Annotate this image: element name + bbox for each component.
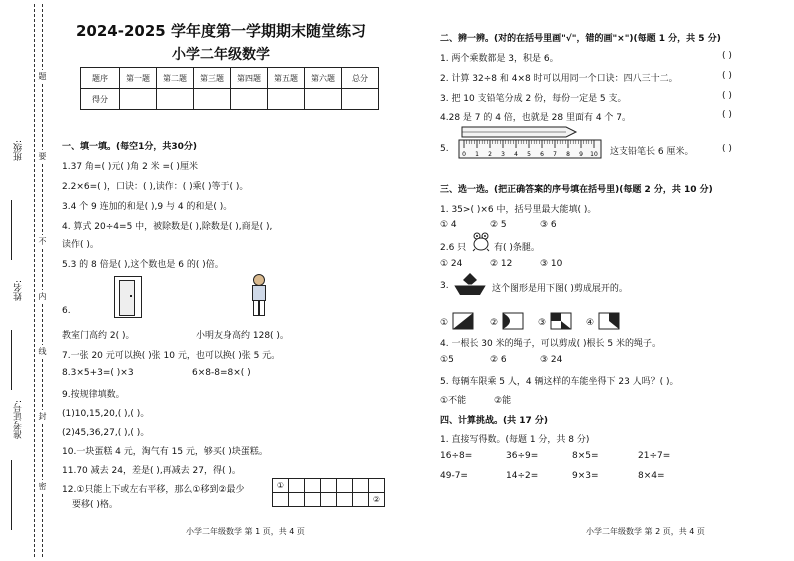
score-header-cell: 总分 (342, 68, 379, 89)
grid-cell: ② (369, 493, 385, 507)
score-header-cell: 题序 (81, 68, 120, 89)
section-4-subtitle: 1. 直接写得数。(每题 1 分，共 8 分) (440, 435, 590, 445)
seal-char: 不 (38, 237, 47, 246)
question-1-10: 10.一块蛋糕 4 元，淘气有 15 元，够买( )块蛋糕。 (62, 447, 268, 457)
choice-3-option-3[interactable]: ③ (538, 318, 547, 328)
question-1-4a: 4. 算式 20÷4=5 中，被除数是( ),除数是( ),商是( ), (62, 222, 273, 232)
grid-cell (289, 479, 305, 493)
name-underline (11, 330, 12, 390)
movement-grid (272, 478, 385, 507)
grid-cell (353, 479, 369, 493)
score-cell[interactable] (157, 89, 194, 110)
class-label: 班级: (14, 140, 24, 162)
choice-1-option-3[interactable]: ③ 6 (540, 220, 557, 230)
judge-2-blank[interactable]: ( ) (722, 71, 732, 81)
fold-line-outer (34, 4, 35, 557)
choice-3: 这个图形是用下图( )剪成展开的。 (492, 284, 628, 294)
grid-cell: ① (273, 479, 289, 493)
grid-cell (321, 493, 337, 507)
judge-2: 2. 计算 32÷8 和 4×8 时可以用同一个口诀：四八三十二。 (440, 74, 678, 84)
score-header-cell: 第六题 (305, 68, 342, 89)
question-1-9: 9.按规律填数。 (62, 390, 125, 400)
grid-cell (305, 493, 321, 507)
score-cell[interactable] (268, 89, 305, 110)
score-cell[interactable] (305, 89, 342, 110)
frog-icon (472, 232, 490, 252)
question-1-12b: 要移( )格。 (72, 500, 118, 510)
ruler-tick-label: 9 (579, 151, 583, 158)
seal-char: 题 (38, 72, 47, 81)
boy-illustration (248, 274, 268, 318)
section-2-title: 二、辨一辨。(对的在括号里画"√"，错的画"×")(每题 1 分，共 5 分) (440, 34, 721, 44)
score-cell[interactable] (231, 89, 268, 110)
question-1-2: 2.2×6=( )，口诀：( ),读作：( )乘( )等于( )。 (62, 182, 249, 192)
question-1-6-number: 6. (62, 306, 71, 316)
grid-cell (321, 479, 337, 493)
question-1-8b: 6×8-8=8×( ) (192, 368, 251, 378)
grid-cell (369, 479, 385, 493)
score-header-cell: 第三题 (194, 68, 231, 89)
left-page-footer: 小学二年级数学 第 1 页，共 4 页 (186, 527, 305, 536)
judge-5-blank[interactable]: ( ) (722, 144, 732, 154)
grid-cell (273, 493, 289, 507)
option-4-fold-icon (598, 312, 620, 330)
score-cell[interactable] (120, 89, 157, 110)
calc-item[interactable]: 49-7= (440, 471, 468, 481)
score-header-cell: 第四题 (231, 68, 268, 89)
choice-3-number: 3. (440, 281, 449, 291)
judge-3-blank[interactable]: ( ) (722, 91, 732, 101)
choice-4-option-2[interactable]: ② 6 (490, 355, 507, 365)
choice-2-option-2[interactable]: ② 12 (490, 259, 513, 269)
fold-line-inner (42, 4, 43, 557)
choice-3-option-2[interactable]: ② (490, 318, 499, 328)
grid-cell (305, 479, 321, 493)
name-label: 姓名: (14, 280, 24, 302)
calc-item[interactable]: 8×5= (572, 451, 599, 461)
choice-1-option-1[interactable]: ① 4 (440, 220, 457, 230)
score-row-label: 得分 (81, 89, 120, 110)
choice-2-option-3[interactable]: ③ 10 (540, 259, 563, 269)
option-3-fold-icon (550, 312, 572, 330)
score-table-score-row (81, 89, 379, 110)
ruler-tick-label: 7 (553, 151, 557, 158)
judge-5-number: 5. (440, 144, 449, 154)
grid-cell (337, 479, 353, 493)
score-table-header-row (81, 68, 379, 89)
ruler-tick-label: 6 (540, 151, 544, 158)
calc-item[interactable]: 9×3= (572, 471, 599, 481)
grid-cell (289, 493, 305, 507)
question-1-9-2: (2)45,36,27,( ),( )。 (62, 428, 150, 438)
section-3-title: 三、选一选。(把正确答案的序号填在括号里)(每题 2 分，共 10 分) (440, 185, 713, 195)
question-1-11: 11.70 减去 24，差是( ),再减去 27，得( )。 (62, 466, 241, 476)
ruler-tick-label: 8 (566, 151, 570, 158)
question-1-9-1: (1)10,15,20,( ),( )。 (62, 409, 150, 419)
score-cell[interactable] (194, 89, 231, 110)
seal-char: 要 (38, 152, 47, 161)
exam-number-label: 准考证号: (14, 400, 24, 440)
ruler-tick-label: 5 (527, 151, 531, 158)
score-header-cell: 第二题 (157, 68, 194, 89)
question-1-4b: 读作( )。 (62, 240, 99, 250)
binding-margin (0, 0, 58, 561)
choice-4: 4. 一根长 30 米的绳子，可以剪成( )根长 5 米的绳子。 (440, 339, 661, 349)
choice-4-option-3[interactable]: ③ 24 (540, 355, 563, 365)
score-table (80, 67, 379, 110)
question-1-12a: 12.①只能上下或左右平移，那么①移到②最少 (62, 485, 245, 495)
choice-2-option-1[interactable]: ① 24 (440, 259, 463, 269)
judge-1: 1. 两个乘数都是 3，积是 6。 (440, 54, 559, 64)
ruler-tick-label: 3 (501, 151, 505, 158)
judge-4: 4.28 是 7 的 4 倍，也就是 28 里面有 4 个 7。 (440, 113, 632, 123)
choice-2: 2.6 只 (440, 243, 467, 253)
calc-item[interactable]: 36÷9= (506, 451, 539, 461)
section-1-title: 一、填一填。(每空1分，共30分) (62, 142, 198, 152)
seal-char: 内 (38, 292, 47, 301)
question-1-6b: 小明友身高约 128( )。 (196, 331, 289, 341)
question-1-8a: 8.3×5+3=( )×3 (62, 368, 134, 378)
exam-number-underline (11, 460, 12, 530)
choice-5-option-2[interactable]: ②能 (494, 396, 512, 406)
question-1-1: 1.37 角=( )元( )角 2 米 =( )厘米 (62, 162, 198, 172)
ruler-tick-label: 1 (475, 151, 479, 158)
ruler-tick-label: 2 (488, 151, 492, 158)
judge-1-blank[interactable]: ( ) (722, 51, 732, 61)
judge-5: 这支铅笔长 6 厘米。 (610, 147, 694, 157)
score-cell[interactable] (342, 89, 379, 110)
section-4-title: 四、计算挑战。(共 17 分) (440, 416, 549, 426)
judge-4-blank[interactable]: ( ) (722, 110, 732, 120)
score-header-cell: 第五题 (268, 68, 305, 89)
choice-1: 1. 35>( )×6 中，括号里最大能填( )。 (440, 205, 597, 215)
right-page-footer: 小学二年级数学 第 2 页，共 4 页 (586, 527, 705, 536)
exam-title: 2024-2025 学年度第一学期期末随堂练习 (76, 22, 366, 40)
grid-cell (353, 493, 369, 507)
question-1-7: 7.一张 20 元可以换( )张 10 元，也可以换( )张 5 元。 (62, 351, 281, 361)
option-1-fold-icon (452, 312, 474, 330)
calc-item[interactable]: 16÷8= (440, 451, 473, 461)
exam-subtitle: 小学二年级数学 (172, 47, 270, 63)
choice-3-option-1[interactable]: ① (440, 318, 449, 328)
paper-cut-figure-icon (452, 272, 488, 296)
option-2-fold-icon (502, 312, 524, 330)
question-1-3: 3.4 个 9 连加的和是( ),9 与 4 的和是( )。 (62, 202, 233, 212)
seal-char: 封 (38, 412, 47, 421)
calc-item[interactable]: 21÷7= (638, 451, 671, 461)
judge-3: 3. 把 10 支铅笔分成 2 份，每份一定是 5 支。 (440, 94, 627, 104)
choice-5: 5. 每辆车限乘 5 人，4 辆这样的车能坐得下 23 人吗？( )。 (440, 377, 679, 387)
ruler-tick-label: 0 (462, 151, 466, 158)
ruler-tick-label: 4 (514, 151, 518, 158)
class-underline (11, 200, 12, 260)
choice-1-option-2[interactable]: ② 5 (490, 220, 507, 230)
seal-char: 线 (38, 347, 47, 356)
choice-3-option-4[interactable]: ④ (586, 318, 595, 328)
choice-5-option-1[interactable]: ①不能 (440, 396, 467, 406)
question-1-6a: 教室门高约 2( )。 (62, 331, 135, 341)
score-header-cell: 第一题 (120, 68, 157, 89)
question-1-5: 5.3 的 8 倍是( ),这个数也是 6 的( )倍。 (62, 260, 224, 270)
seal-char: 密 (38, 482, 47, 491)
choice-2-text: 有( )条腿。 (494, 243, 540, 253)
choice-4-option-1[interactable]: ①5 (440, 355, 454, 365)
ruler-tick-label: 10 (590, 151, 598, 158)
door-illustration (114, 276, 142, 318)
calc-item[interactable]: 14÷2= (506, 471, 539, 481)
calc-item[interactable]: 8×4= (638, 471, 665, 481)
pencil-ruler-illustration (458, 124, 604, 160)
grid-cell (337, 493, 353, 507)
